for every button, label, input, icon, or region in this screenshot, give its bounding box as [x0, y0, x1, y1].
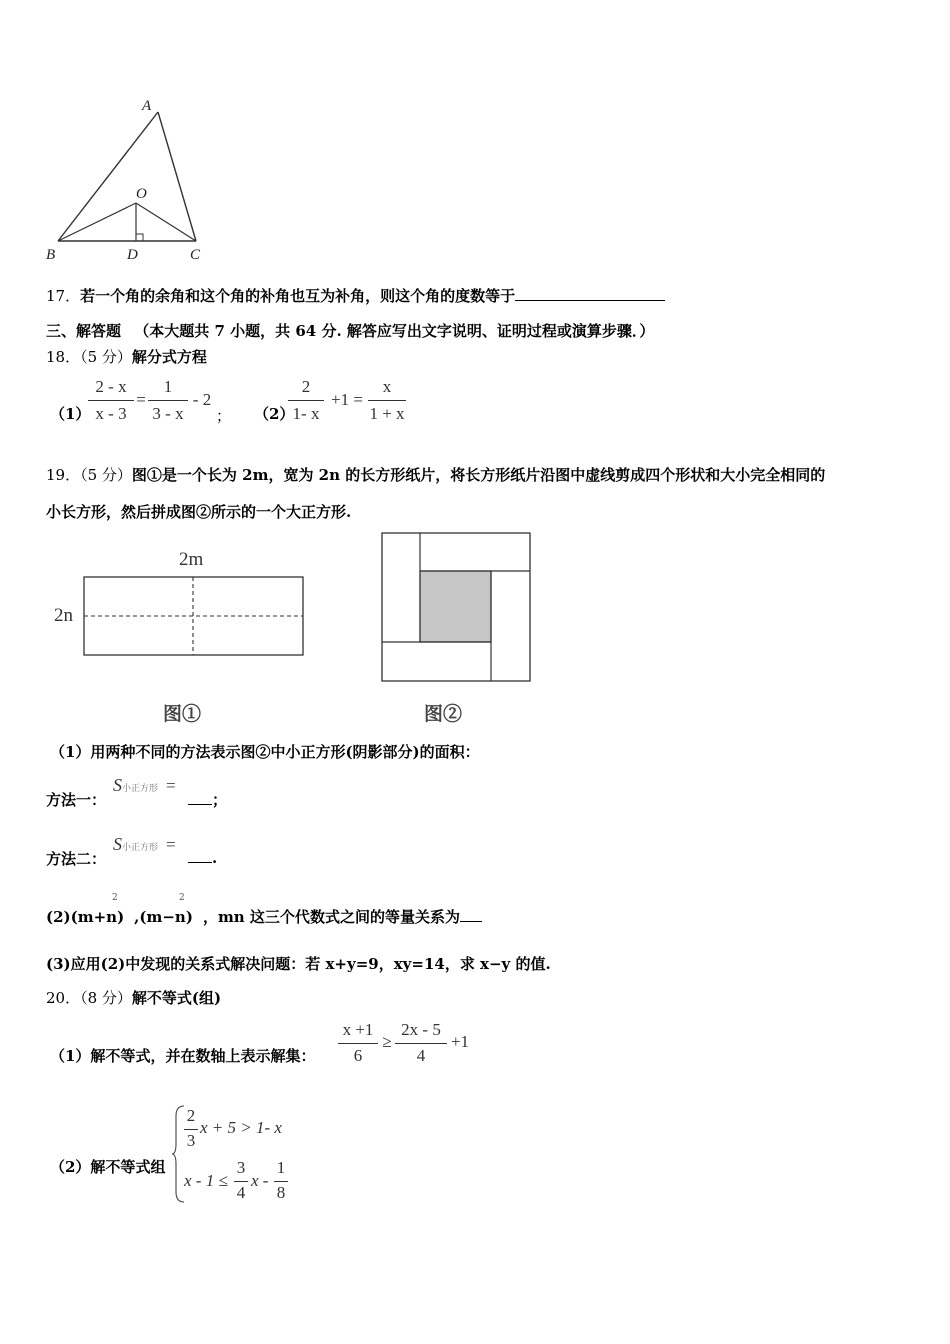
part2-sup-2: 2 — [179, 893, 185, 903]
ineq1-rel: ≥ — [382, 1032, 392, 1051]
eq1-num-left: 2 - x — [95, 377, 127, 396]
label-d: D — [127, 247, 138, 263]
eq1-den-left: x - 3 — [95, 404, 127, 423]
label-c: C — [190, 247, 201, 263]
eq1-den-right: 3 - x — [152, 404, 184, 423]
sys-l1-den: 3 — [186, 1131, 196, 1150]
q18-title: 解分式方程 — [131, 348, 207, 366]
eq2-den-right: 1 + x — [369, 404, 405, 423]
part2-blank[interactable] — [460, 907, 482, 922]
sys-l2-den: 4 — [236, 1183, 246, 1202]
ineq1-den-left: 6 — [353, 1046, 363, 1065]
question-19-line1 — [46, 464, 825, 485]
method1-blank[interactable] — [188, 790, 212, 805]
ineq1-den-right: 4 — [416, 1046, 426, 1065]
eq1-equals: = — [136, 390, 146, 409]
q19-part2 — [46, 906, 482, 927]
part2-sup-1: 2 — [112, 893, 118, 903]
q17-answer-blank[interactable] — [515, 286, 665, 301]
q18-score: （5 分） — [80, 348, 132, 366]
q20-part2: （2）解不等式组 — [50, 1158, 166, 1176]
method2-equals: = — [166, 835, 176, 854]
fig1-caption: 图① — [163, 703, 202, 725]
method2-subscript: 小正方形 — [122, 842, 159, 852]
q17-text: 若一个角的余角和这个角的补角也互为补角，则这个角的度数等于 — [80, 287, 516, 305]
fig1-top-label: 2m — [179, 549, 204, 570]
fig1-left-label: 2n — [54, 605, 73, 626]
method1-label: 方法一： — [46, 791, 107, 809]
sys-l2-num: 3 — [236, 1158, 246, 1177]
ineq1-num-left: x +1 — [342, 1020, 374, 1039]
sys-l2-left: x - 1 ≤ — [184, 1171, 228, 1190]
eq2-num-right: x — [382, 377, 392, 396]
method2-label: 方法二： — [46, 850, 107, 868]
q18-number: 18． — [46, 348, 81, 366]
q19-score: （5 分） — [80, 466, 132, 484]
question-18-header — [46, 346, 207, 367]
eq2-plus: +1 = — [331, 390, 363, 409]
q17-number: 17． — [46, 287, 81, 305]
section-3-note: （本大题共 7 小题，共 64 分. 解答应写出文字说明、证明过程或演算步骤．） — [134, 322, 655, 340]
part2-b: ,(m−n) — [134, 908, 193, 926]
eq2-num-left: 2 — [301, 377, 311, 396]
sys-l2-num2: 1 — [276, 1158, 286, 1177]
q19-part1: （1）用两种不同的方法表示图②中小正方形(阴影部分)的面积： — [50, 743, 480, 761]
q20-title: 解不等式(组) — [131, 989, 222, 1007]
method1-subscript: 小正方形 — [122, 783, 159, 793]
figure-1 — [50, 545, 310, 725]
ineq1-tail: +1 — [450, 1032, 470, 1051]
section-3-title: 三、解答题 — [46, 322, 122, 340]
q19-text-line1: 图①是一个长为 2m，宽为 2n 的长方形纸片，将长方形纸片沿图中虚线剪成四个形状和大小完全相同的 — [131, 466, 826, 484]
method2-answer — [188, 848, 217, 867]
label-b: B — [46, 247, 56, 263]
fig2-caption: 图② — [424, 703, 463, 725]
sys-l1-num: 2 — [186, 1106, 196, 1125]
q18-part1-label: （1） — [50, 405, 91, 423]
q18-part2-label: （2） — [254, 405, 295, 423]
triangle-figure — [40, 92, 220, 270]
method2-s: S — [113, 834, 122, 854]
q19-number: 19． — [46, 466, 81, 484]
q19-method2 — [46, 848, 106, 869]
section-3-header — [46, 320, 654, 341]
q19-text-line2: 小长方形，然后拼成图②所示的一个大正方形. — [46, 503, 352, 521]
method1-answer — [188, 789, 227, 810]
question-20-header — [46, 987, 221, 1008]
figure-2 — [380, 530, 540, 725]
eq2-den-left: 1- x — [292, 404, 320, 423]
ineq1-num-right: 2x - 5 — [401, 1020, 441, 1039]
q20-number: 20． — [46, 989, 81, 1007]
label-a: A — [142, 98, 152, 114]
q19-method1 — [46, 789, 106, 810]
sys-l1-rest: x + 5 > 1- x — [200, 1118, 282, 1137]
question-17 — [46, 285, 665, 306]
sys-l2-den2: 8 — [276, 1183, 286, 1202]
method2-end: . — [212, 849, 218, 867]
method1-equals: = — [166, 776, 176, 795]
q18-semicolon: ； — [216, 407, 232, 425]
method2-expression — [113, 834, 176, 855]
q20-score: （8 分） — [80, 989, 132, 1007]
eq1-tail: - 2 — [192, 390, 212, 409]
part2-c: ，mn 这三个代数式之间的等量关系为 — [202, 908, 460, 926]
sys-l2-mid: x - — [251, 1171, 269, 1190]
q19-part3: (3)应用(2)中发现的关系式解决问题：若 x+y=9，xy=14，求 x−y 的值. — [46, 955, 551, 973]
label-o: O — [136, 186, 147, 202]
method1-s: S — [113, 775, 122, 795]
q20-part1: （1）解不等式，并在数轴上表示解集： — [50, 1047, 316, 1065]
method1-expression — [113, 775, 176, 796]
method1-end: ； — [212, 791, 228, 809]
method2-blank[interactable] — [188, 848, 212, 863]
part2-a: (2)(m+n) — [46, 908, 125, 926]
eq1-num-right: 1 — [163, 377, 173, 396]
